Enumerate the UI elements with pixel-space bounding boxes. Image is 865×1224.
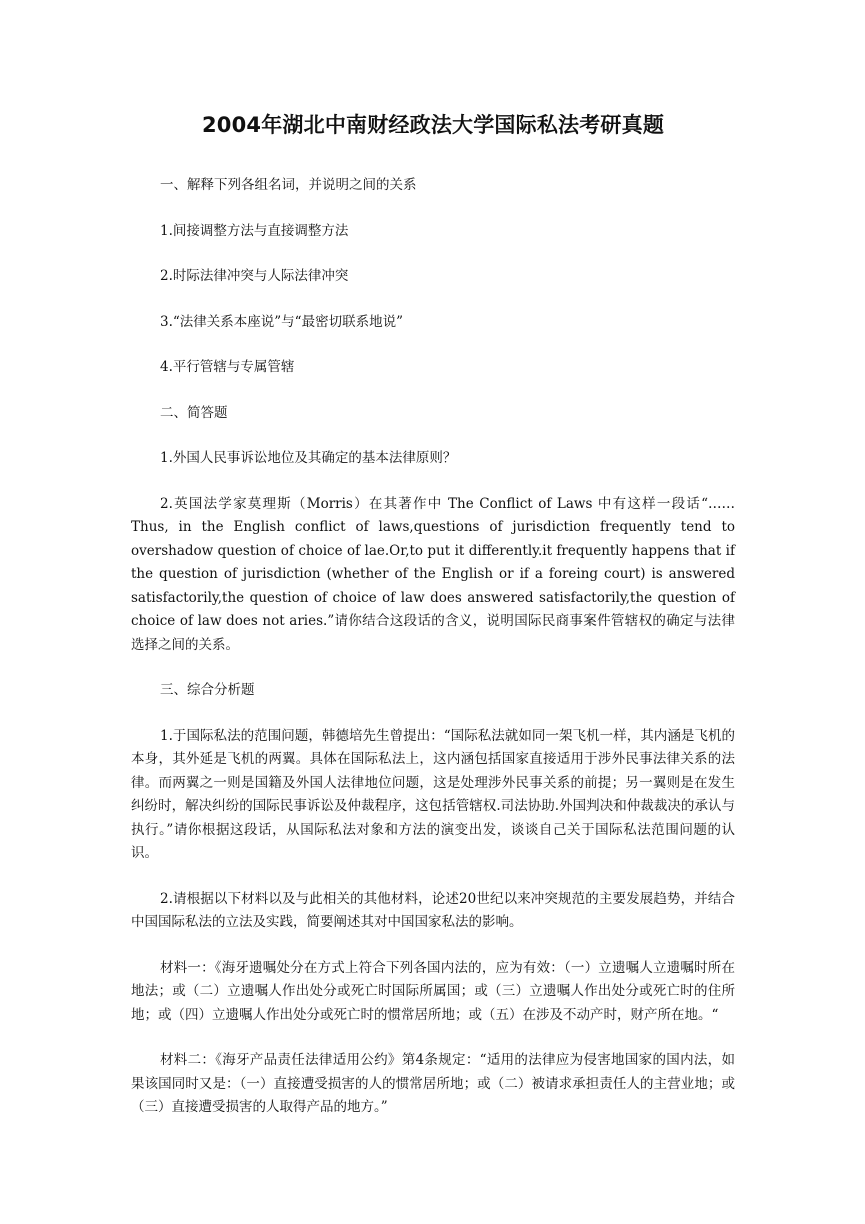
question-1-4: 4.平行管辖与专属管辖	[160, 359, 295, 375]
document-page	[131, 110, 735, 1142]
section-heading-3: 三、综合分析题	[160, 682, 255, 698]
question-2-1: 1.外国人民事诉讼地位及其确定的基本法律原则？	[160, 450, 457, 466]
question-1-3: 3.“法律关系本座说”与“最密切联系地说”	[160, 313, 403, 330]
question-1-2: 2.时际法律冲突与人际法律冲突	[160, 268, 349, 284]
question-1-1: 1.间接调整方法与直接调整方法	[160, 222, 349, 239]
section-heading-1: 一、解释下列各组名词，并说明之间的关系	[160, 177, 417, 193]
document-title: 2004年湖北中南财经政法大学国际私法考研真题	[201, 113, 665, 137]
question-3-1: 1.于国际私法的范围问题，韩德培先生曾提出：“国际私法就如同一架飞机一样，其内涵是飞机的本身，其外延是飞机的两翼。具体在国际私法上，这内涵包括国家直接适用于涉外民事法律关系的法律。而两翼之一则是国籍及外国人法律地位问题，这是处理涉外民事关系的前提；另一翼则是在发生纠纷时，解决纠纷的国际民事诉讼及仲裁程序，这包括管辖权.司法协助.外国判决和仲裁裁决的承认与执行。”请你根据这段话，从国际私法对象和方法的演变出发，谈谈自己关于国际私法范围问题的认识。	[131, 727, 735, 861]
question-3-2: 2.请根据以下材料以及与此相关的其他材料，论述20世纪以来冲突规范的主要发展趋势，并结合中国国际私法的立法及实践，简要阐述其对中国国家私法的影响。	[131, 890, 735, 930]
material-1: 材料一：《海牙遗嘱处分在方式上符合下列各国内法的，应为有效：（一）立遗嘱人立遗嘱时所在地法；或（二）立遗嘱人作出处分或死亡时国际所属国；或（三）立遗嘱人作出处分或死亡时的住所地；或（四）立遗嘱人作出处分或死亡时的惯常居所地；或（五）在涉及不动产时，财产所在地。“	[131, 959, 735, 1023]
material-2: 材料二：《海牙产品责任法律适用公约》第4条规定：“适用的法律应为侵害地国家的国内法，如果该国同时又是：（一）直接遭受损害的人的惯常居所地；或（二）被请求承担责任人的主营业地；或（三）直接遭受损害的人取得产品的地方。”	[131, 1052, 735, 1115]
section-heading-2: 二、简答题	[160, 404, 228, 421]
question-2-2: 2.英国法学家莫理斯（Morris）在其著作中 The Conflict of Laws 中有这样一段话“……Thus, in the English conflict of laws,questions of jurisdiction frequently tend to overshadow question of choice of lae.Or,to put it differently.it frequently happens that if the question of jurisdiction (whether of the English or if a foreing court) is answered satisfactorily,the question of choice of law does answered satisfactorily,the question of choice of law does not aries.”请你结合这段话的含义，说明国际民商事案件管辖权的确定与法律选择之间的关系。	[131, 495, 735, 653]
